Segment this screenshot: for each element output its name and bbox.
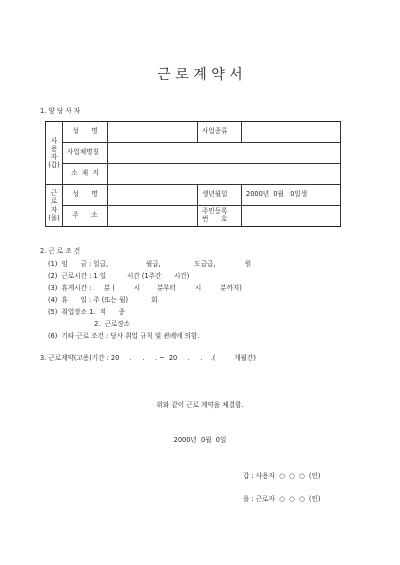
business-name-value[interactable]	[108, 143, 341, 164]
business-type-label: 사업종류	[198, 122, 242, 143]
birth-date-value[interactable]: 2000년 0월 0일생	[242, 185, 341, 206]
condition-line-break: (3) 휴게시간 : 분 ( 시 분부터 시 분까지)	[48, 284, 242, 292]
business-type-value[interactable]	[242, 122, 341, 143]
condition-line-holiday: (4) 휴 일 : 주 (또는 월) 회	[48, 296, 158, 304]
employee-role-cell: 근 로 자 (을)	[46, 185, 63, 227]
employee-address-value[interactable]	[108, 206, 198, 227]
employee-address-label: 주 소	[63, 206, 108, 227]
section1-heading: 1. 양 당 사 자	[40, 107, 81, 115]
resident-number-label: 주민등록 번 호	[198, 206, 242, 227]
employee-signature-line: 을 : 근로자 ○ ○ ○ (인)	[243, 495, 321, 503]
business-address-value[interactable]	[108, 164, 341, 185]
employer-name-value[interactable]	[108, 122, 198, 143]
employee-name-label: 성 명	[63, 185, 108, 206]
employee-name-value[interactable]	[108, 185, 198, 206]
employer-signature-line: 갑 : 사용자 ○ ○ ○ (인)	[243, 472, 321, 480]
business-address-label: 소 재 지	[63, 164, 108, 185]
employer-role-cell: 사 용 자 (갑)	[46, 122, 63, 185]
closing-statement: 위와 같이 근로 계약을 체결함.	[156, 401, 244, 409]
condition-line-other: (6) 기타 근로 조건 : 당사 취업 규칙 및 관례에 의함.	[48, 332, 200, 340]
employer-name-label: 성 명	[63, 122, 108, 143]
resident-number-value[interactable]	[242, 206, 341, 227]
parties-table	[45, 121, 341, 227]
contract-period-line: 3. 근로계약(고용)기간 : 20 . . . ~ 20 . . .( 개월간)	[40, 354, 256, 362]
business-name-label: 사업체명칭	[63, 143, 108, 164]
contract-date: 2000년 0월 0일	[173, 436, 227, 444]
condition-line-workplace: 2. 근로장소	[48, 320, 131, 328]
section2-heading: 2. 근 로 조 건	[40, 247, 81, 255]
condition-line-occupation: (5) 취업장소 1. 직 종	[48, 308, 125, 316]
document-title: 근 로 계 약 서	[157, 67, 243, 83]
birth-date-label: 생년월일	[198, 185, 242, 206]
condition-line-wage: (1) 임 금 : 일급, 월급, 도급급, 원	[48, 260, 252, 268]
condition-line-hours: (2) 근로시간 : 1 일 시간 (1주간 시간)	[48, 272, 190, 280]
